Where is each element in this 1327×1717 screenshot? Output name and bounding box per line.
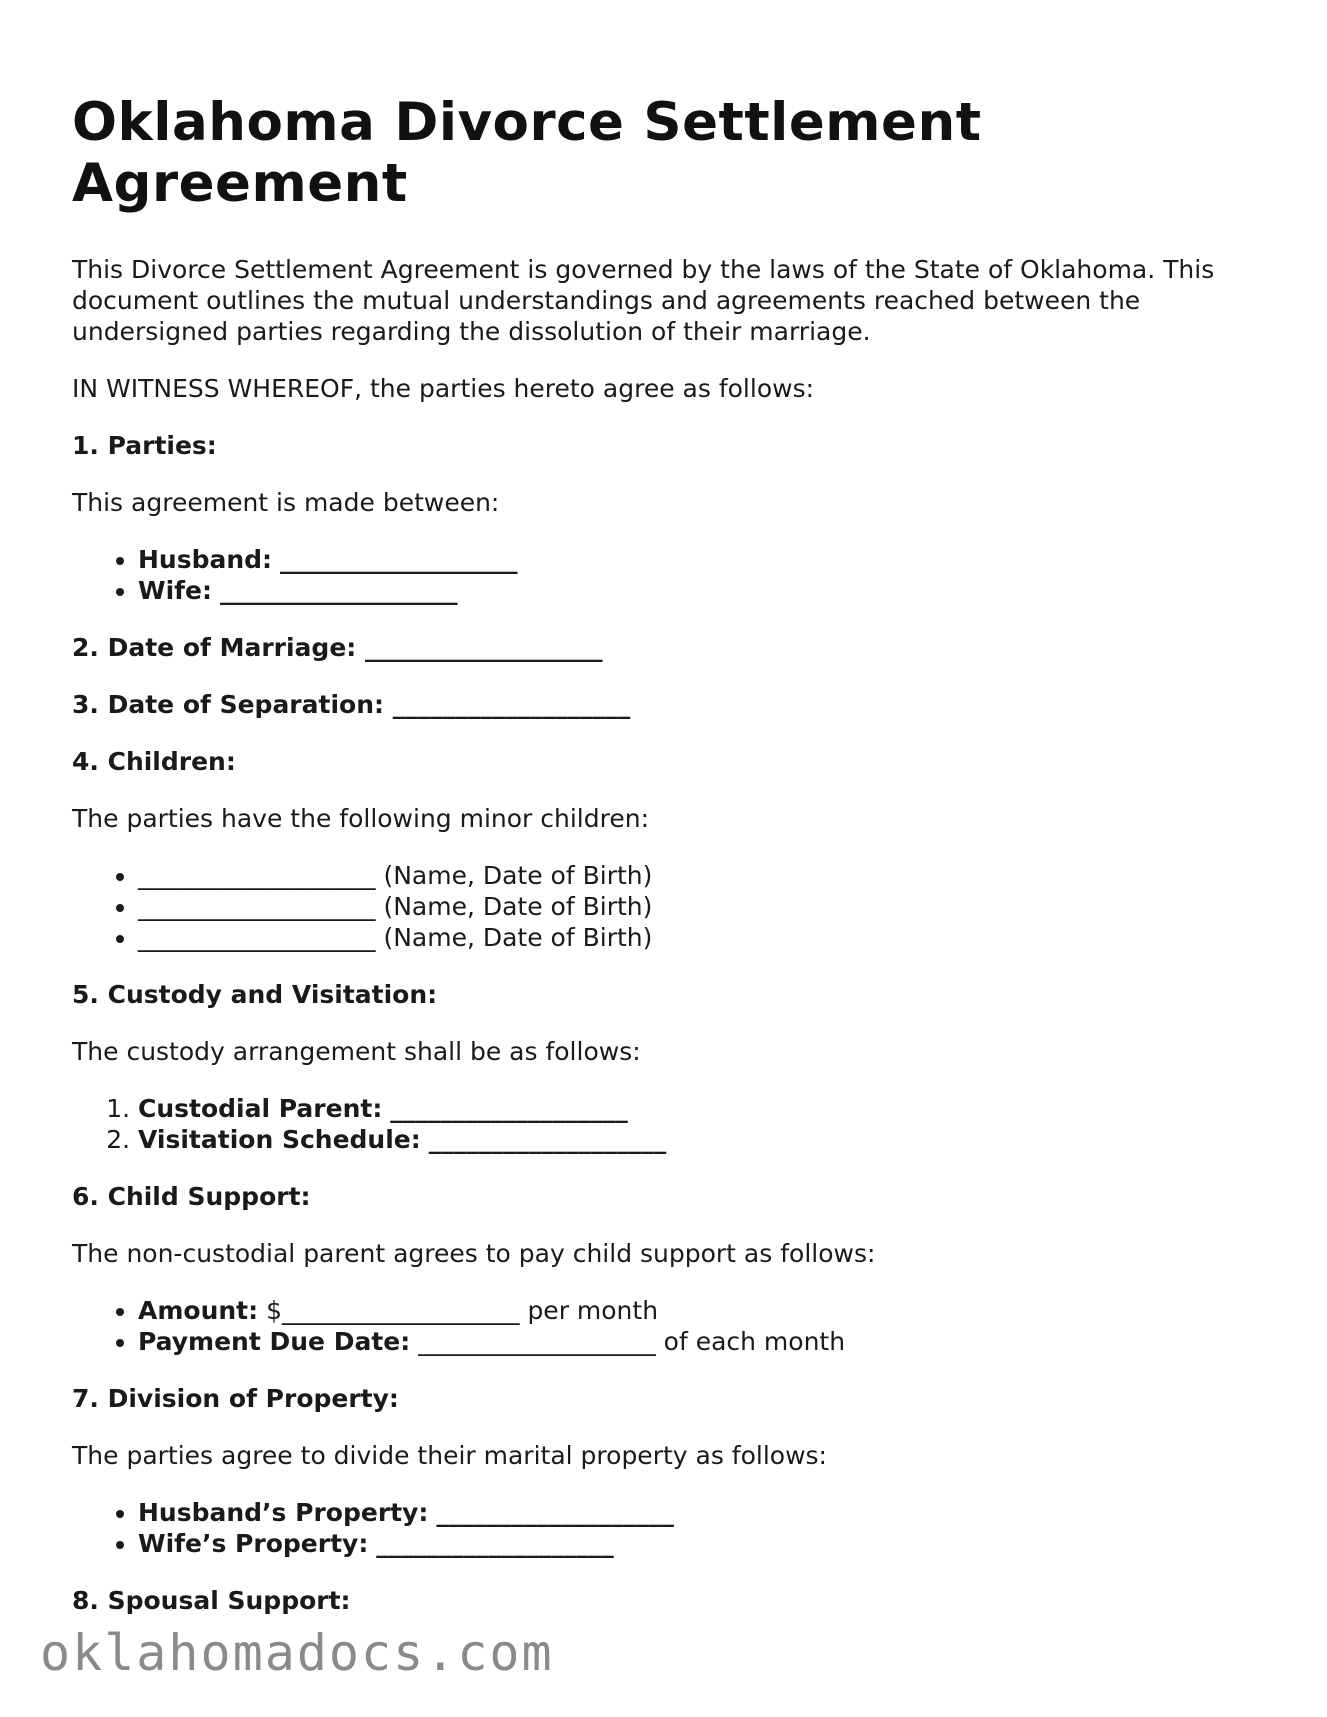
amount-blank[interactable]: ___________________ <box>281 1296 520 1325</box>
custodial-parent-blank[interactable]: ___________________ <box>390 1094 628 1123</box>
custodial-parent-item <box>138 1093 1272 1124</box>
date-of-marriage-blank[interactable]: ___________________ <box>365 633 603 662</box>
section-date-of-separation <box>72 689 1272 720</box>
wife-property-item <box>138 1528 1272 1559</box>
custody-intro-text: The custody arrangement shall be as follows: <box>72 1037 641 1066</box>
date-of-separation-blank[interactable]: ___________________ <box>392 690 631 719</box>
husband-label: Husband: <box>138 545 273 574</box>
husband-property-label: Husband’s Property: <box>138 1498 429 1527</box>
witness-statement: IN WITNESS WHEREOF, the parties hereto agree as follows: <box>72 374 815 403</box>
date-of-separation-label: 3. Date of Separation: <box>72 690 384 719</box>
child-note: (Name, Date of Birth) <box>383 861 653 890</box>
children-list <box>72 860 1272 953</box>
section-property-heading: 7. Division of Property: <box>72 1384 399 1413</box>
section-children-heading: 4. Children: <box>72 747 236 776</box>
custody-list <box>72 1093 1272 1155</box>
visitation-schedule-item <box>138 1124 1272 1155</box>
payment-due-suffix: of each month <box>663 1327 846 1356</box>
payment-due-blank[interactable]: ___________________ <box>418 1327 656 1356</box>
amount-item <box>138 1295 1272 1326</box>
document-page <box>72 92 1272 1642</box>
section-child-support-heading: 6. Child Support: <box>72 1182 311 1211</box>
child-item <box>138 860 1272 891</box>
watermark: oklahomadocs.com <box>40 1624 554 1682</box>
section-parties-heading: 1. Parties: <box>72 431 217 460</box>
child-support-intro-text: The non-custodial parent agrees to pay child support as follows: <box>72 1239 876 1268</box>
parties-list <box>72 544 1272 606</box>
amount-suffix: per month <box>527 1296 659 1325</box>
wife-blank[interactable]: ___________________ <box>219 576 458 605</box>
amount-prefix: $ <box>266 1296 282 1325</box>
child-blank[interactable]: ___________________ <box>138 861 376 890</box>
child-blank[interactable]: ___________________ <box>138 892 376 921</box>
child-item <box>138 891 1272 922</box>
parties-intro-text: This agreement is made between: <box>72 488 500 517</box>
payment-due-label: Payment Due Date: <box>138 1327 411 1356</box>
wife-item <box>138 575 1272 606</box>
child-support-list <box>72 1295 1272 1357</box>
child-note: (Name, Date of Birth) <box>383 923 653 952</box>
child-blank[interactable]: ___________________ <box>138 923 376 952</box>
child-note: (Name, Date of Birth) <box>383 892 653 921</box>
date-of-marriage-label: 2. Date of Marriage: <box>72 633 357 662</box>
children-intro-text: The parties have the following minor children: <box>72 804 650 833</box>
amount-label: Amount: <box>138 1296 259 1325</box>
husband-property-blank[interactable]: ___________________ <box>436 1498 674 1527</box>
payment-due-item <box>138 1326 1272 1357</box>
visitation-schedule-label: Visitation Schedule: <box>138 1125 421 1154</box>
document-title: Oklahoma Divorce Settlement Agreement <box>72 92 982 214</box>
section-date-of-marriage <box>72 632 1272 663</box>
property-intro-text: The parties agree to divide their marital property as follows: <box>72 1441 827 1470</box>
husband-item <box>138 544 1272 575</box>
intro-paragraph: This Divorce Settlement Agreement is governed by the laws of the State of Oklahoma. This document outlines the mutual understandings and agreements reached between the undersigned parties regarding the dissolution of their marriage. <box>72 255 1215 346</box>
wife-property-label: Wife’s Property: <box>138 1529 369 1558</box>
wife-label: Wife: <box>138 576 212 605</box>
husband-blank[interactable]: ___________________ <box>280 545 518 574</box>
property-list <box>72 1497 1272 1559</box>
section-spousal-support-heading: 8. Spousal Support: <box>72 1586 351 1615</box>
child-item <box>138 922 1272 953</box>
section-custody-heading: 5. Custody and Visitation: <box>72 980 438 1009</box>
custodial-parent-label: Custodial Parent: <box>138 1094 383 1123</box>
visitation-schedule-blank[interactable]: ___________________ <box>428 1125 667 1154</box>
husband-property-item <box>138 1497 1272 1528</box>
wife-property-blank[interactable]: ___________________ <box>376 1529 614 1558</box>
